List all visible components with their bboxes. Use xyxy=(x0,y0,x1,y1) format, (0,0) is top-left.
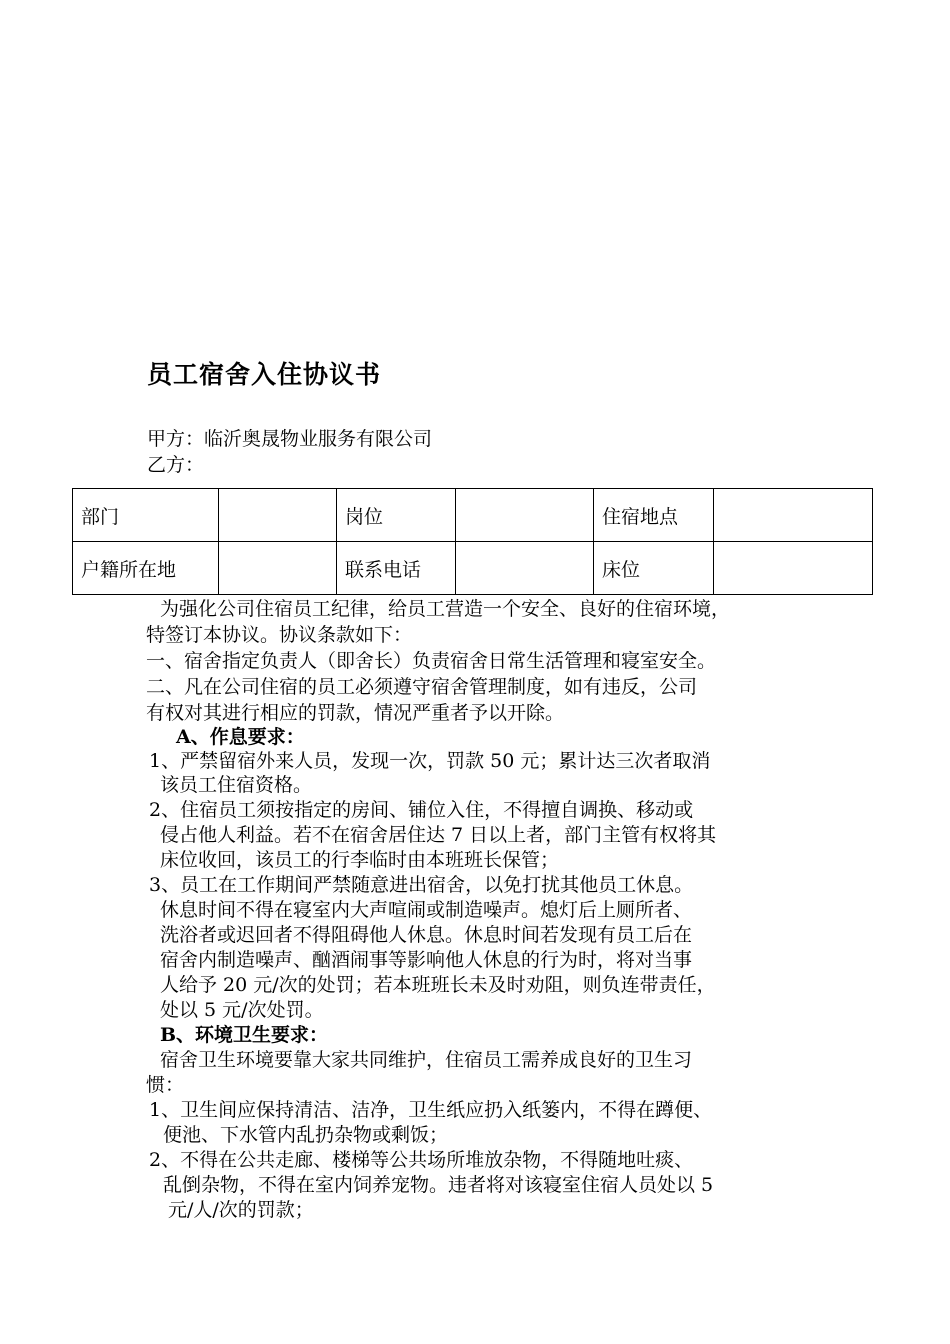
intro-line: 特签订本协议。协议条款如下： xyxy=(146,624,413,646)
section-b-intro-cont: 惯： xyxy=(146,1074,185,1096)
accommodation-value xyxy=(714,489,873,542)
rule-b2-cont: 乱倒杂物，不得在室内饲养宠物。违者将对该寝室住宿人员处以 5 xyxy=(163,1174,714,1196)
rule-b1-cont: 便池、下水管内乱扔杂物或剩饭； xyxy=(163,1124,449,1146)
department-value xyxy=(219,489,337,542)
position-value xyxy=(456,489,594,542)
rule-a3-cont: 人给予 20 元/次的处罚；若本班班长未及时劝阻，则负连带责任， xyxy=(160,974,716,996)
bed-label: 床位 xyxy=(594,542,714,595)
rule-a1: 1、严禁留宿外来人员，发现一次，罚款 50 元；累计达三次者取消 xyxy=(149,750,711,772)
table-row xyxy=(73,489,873,542)
document-title: 员工宿舍入住协议书 xyxy=(147,360,382,389)
rule-a2: 2、住宿员工须按指定的房间、铺位入住，不得擅自调换、移动或 xyxy=(149,799,694,821)
party-a: 甲方：临沂奥晟物业服务有限公司 xyxy=(147,428,433,450)
rule-a3-cont: 处以 5 元/次处罚。 xyxy=(160,999,324,1021)
rule-a2-cont: 床位收回，该员工的行李临时由本班班长保管； xyxy=(160,849,560,871)
rule-a3-cont: 宿舍内制造噪声、酗酒闹事等影响他人休息的行为时，将对当事 xyxy=(160,949,693,971)
intro-line: 为强化公司住宿员工纪律，给员工营造一个安全、良好的住宿环境， xyxy=(160,598,731,620)
party-b: 乙方： xyxy=(147,454,205,476)
rule-b2-cont: 元/人/次的罚款； xyxy=(168,1199,314,1221)
table-row xyxy=(73,542,873,595)
rule-a3-cont: 休息时间不得在寝室内大声喧闹或制造噪声。熄灯后上厕所者、 xyxy=(160,899,693,921)
clause-2: 二、凡在公司住宿的员工必须遵守宿舍管理制度，如有违反，公司 xyxy=(146,676,698,698)
rule-a1-cont: 该员工住宿资格。 xyxy=(160,774,313,796)
rule-a2-cont: 侵占他人利益。若不在宿舍居住达 7 日以上者，部门主管有权将其 xyxy=(160,824,717,846)
clause-2-cont: 有权对其进行相应的罚款，情况严重者予以开除。 xyxy=(146,702,565,724)
rule-a3: 3、员工在工作期间严禁随意进出宿舍，以免打扰其他员工休息。 xyxy=(149,874,694,896)
section-b-heading: B、环境卫生要求： xyxy=(160,1024,329,1046)
accommodation-label: 住宿地点 xyxy=(594,489,714,542)
clause-1: 一、宿舍指定负责人（即舍长）负责宿舍日常生活管理和寝室安全。 xyxy=(146,650,717,672)
rule-b2: 2、不得在公共走廊、楼梯等公共场所堆放杂物，不得随地吐痰、 xyxy=(149,1149,694,1171)
phone-value xyxy=(456,542,594,595)
rule-a3-cont: 洗浴者或迟回者不得阻碍他人休息。休息时间若发现有员工后在 xyxy=(160,924,693,946)
phone-label: 联系电话 xyxy=(337,542,456,595)
rule-b1: 1、卫生间应保持清洁、洁净，卫生纸应扔入纸篓内，不得在蹲便、 xyxy=(149,1099,713,1121)
department-label: 部门 xyxy=(73,489,219,542)
section-a-heading: A、作息要求： xyxy=(176,726,305,748)
household-register-label: 户籍所在地 xyxy=(73,542,219,595)
section-b-intro: 宿舍卫生环境要靠大家共同维护，住宿员工需养成良好的卫生习 xyxy=(160,1049,693,1071)
bed-value xyxy=(714,542,873,595)
resident-info-table xyxy=(72,488,873,595)
position-label: 岗位 xyxy=(337,489,456,542)
household-register-value xyxy=(219,542,337,595)
